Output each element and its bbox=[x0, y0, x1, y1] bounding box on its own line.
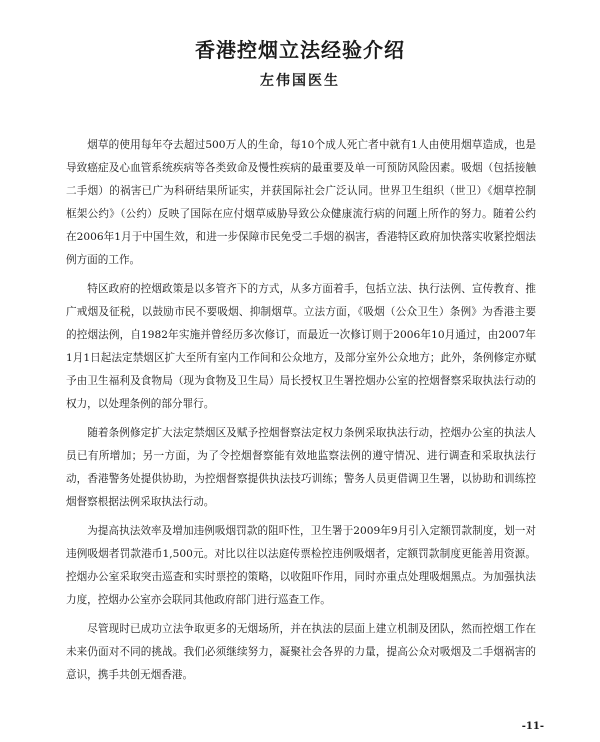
paragraph-4: 为提高执法效率及增加违例吸烟罚款的阻吓性，卫生署于2009年9月引入定额罚款制度，划一对违例吸烟者罚款港币1,500元。对比以往以法庭传票检控违例吸烟者，定额罚款制度更能善用资源。控烟办公室采取突击巡查和实时票控的策略，以收阻吓作用，同时亦重点处理吸烟黑点。为加强执法力度，控烟办公室亦会联同其他政府部门进行巡查工作。 bbox=[66, 525, 536, 606]
article-title: 香港控烟立法经验介绍 bbox=[195, 38, 405, 62]
article-author: 左伟国医生 bbox=[260, 73, 340, 89]
paragraph-3: 随着条例修定扩大法定禁烟区及赋予控烟督察法定权力条例采取执法行动，控烟办公室的执法人员已有所增加；另一方面，为了令控烟督察能有效地监察法例的遵守情况、进行调查和采取执法行动，香港警务处提供协助，为控烟督察提供执法技巧训练；警务人员更借调卫生署，以协助和训练控烟督察根据法例采取执法行动。 bbox=[66, 427, 536, 508]
article-body bbox=[66, 134, 536, 693]
page-number: -11- bbox=[521, 721, 544, 732]
paragraph-2: 特区政府的控烟政策是以多管齐下的方式，从多方面着手，包括立法、执行法例、宣传教育、推广戒烟及征税，以鼓励市民不要吸烟、抑制烟草。立法方面，《吸烟（公众卫生）条例》为香港主要的控烟法例，自1982年实施并曾经历多次修订，而最近一次修订则于2006年10月通过，由2007年1月1日起法定禁烟区扩大至所有室内工作间和公众地方，及部分室外公众地方；此外，条例修定亦赋予由卫生福利及食物局（现为食物及卫生局）局长授权卫生署控烟办公室的控烟督察采取执法行动的权力，以处理条例的部分罪行。 bbox=[66, 283, 536, 410]
paragraph-1: 烟草的使用每年夺去超过500万人的生命，每10个成人死亡者中就有1人由使用烟草造成，也是导致癌症及心血管系统疾病等各类致命及慢性疾病的最重要及单一可预防风险因素。吸烟（包括接触二手烟）的祸害已广为科研结果所证实，并获国际社会广泛认同。世界卫生组织（世卫）《烟草控制框架公约》（公约）反映了国际在应付烟草威胁导致公众健康流行病的问题上所作的努力。随着公约在2006年1月于中国生效，和进一步保障市民免受二手烟的祸害，香港特区政府加快落实收紧控烟法例方面的工作。 bbox=[66, 139, 536, 266]
paragraph-5: 尽管现时已成功立法争取更多的无烟场所，并在执法的层面上建立机制及团队，然而控烟工作在未来仍面对不同的挑战。我们必须继续努力，凝聚社会各界的力量，提高公众对吸烟及二手烟祸害的意识，携手共创无烟香港。 bbox=[66, 623, 536, 681]
